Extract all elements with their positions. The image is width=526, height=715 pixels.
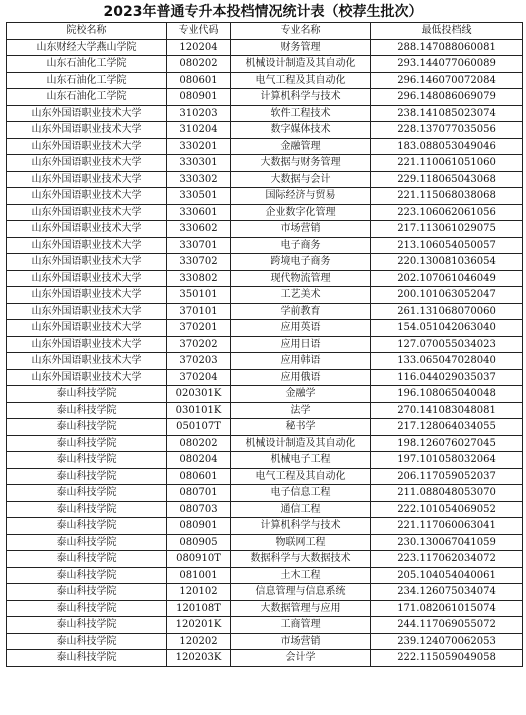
major-code-cell: 080905 bbox=[167, 534, 231, 551]
min-score-cell: 200.101063052047 bbox=[371, 287, 523, 304]
min-score-cell: 238.141085023074 bbox=[371, 105, 523, 122]
school-name-cell: 山东外国语职业技术大学 bbox=[7, 254, 167, 271]
school-name-cell: 山东外国语职业技术大学 bbox=[7, 237, 167, 254]
table-row bbox=[7, 650, 523, 667]
major-name-cell: 工艺美术 bbox=[231, 287, 371, 304]
major-name-cell: 物联网工程 bbox=[231, 534, 371, 551]
major-code-cell: 370101 bbox=[167, 303, 231, 320]
major-name-cell: 软件工程技术 bbox=[231, 105, 371, 122]
major-name-cell: 大数据管理与应用 bbox=[231, 600, 371, 617]
min-score-cell: 220.130081036054 bbox=[371, 254, 523, 271]
major-name-cell: 通信工程 bbox=[231, 501, 371, 518]
school-name-cell: 山东外国语职业技术大学 bbox=[7, 303, 167, 320]
min-score-cell: 205.104054040061 bbox=[371, 567, 523, 584]
admission-table bbox=[6, 22, 523, 667]
major-code-cell: 370204 bbox=[167, 369, 231, 386]
school-name-cell: 泰山科技学院 bbox=[7, 534, 167, 551]
school-name-cell: 山东外国语职业技术大学 bbox=[7, 369, 167, 386]
major-code-cell: 080601 bbox=[167, 468, 231, 485]
major-code-cell: 310203 bbox=[167, 105, 231, 122]
major-code-cell: 080703 bbox=[167, 501, 231, 518]
school-name-cell: 泰山科技学院 bbox=[7, 452, 167, 469]
major-code-cell: 081001 bbox=[167, 567, 231, 584]
header-major-code: 专业代码 bbox=[167, 23, 231, 40]
min-score-cell: 296.148086069079 bbox=[371, 89, 523, 106]
school-name-cell: 山东石油化工学院 bbox=[7, 56, 167, 73]
min-score-cell: 133.065047028040 bbox=[371, 353, 523, 370]
header-min-score: 最低投档线 bbox=[371, 23, 523, 40]
major-name-cell: 跨境电子商务 bbox=[231, 254, 371, 271]
school-name-cell: 山东外国语职业技术大学 bbox=[7, 171, 167, 188]
major-name-cell: 电气工程及其自动化 bbox=[231, 72, 371, 89]
table-row bbox=[7, 485, 523, 502]
school-name-cell: 山东外国语职业技术大学 bbox=[7, 336, 167, 353]
major-name-cell: 电气工程及其自动化 bbox=[231, 468, 371, 485]
table-row bbox=[7, 221, 523, 238]
major-code-cell: 120201K bbox=[167, 617, 231, 634]
major-name-cell: 财务管理 bbox=[231, 39, 371, 56]
min-score-cell: 116.044029035037 bbox=[371, 369, 523, 386]
school-name-cell: 泰山科技学院 bbox=[7, 617, 167, 634]
major-name-cell: 机械设计制造及其自动化 bbox=[231, 435, 371, 452]
major-code-cell: 370202 bbox=[167, 336, 231, 353]
table-row bbox=[7, 584, 523, 601]
min-score-cell: 228.137077035056 bbox=[371, 122, 523, 139]
min-score-cell: 223.106062061056 bbox=[371, 204, 523, 221]
table-row bbox=[7, 435, 523, 452]
min-score-cell: 127.070055034023 bbox=[371, 336, 523, 353]
table-row bbox=[7, 89, 523, 106]
major-code-cell: 330302 bbox=[167, 171, 231, 188]
table-row bbox=[7, 369, 523, 386]
school-name-cell: 泰山科技学院 bbox=[7, 419, 167, 436]
school-name-cell: 山东外国语职业技术大学 bbox=[7, 320, 167, 337]
major-code-cell: 120108T bbox=[167, 600, 231, 617]
major-code-cell: 080901 bbox=[167, 518, 231, 535]
min-score-cell: 223.117062034072 bbox=[371, 551, 523, 568]
major-code-cell: 120203K bbox=[167, 650, 231, 667]
table-row bbox=[7, 254, 523, 271]
major-name-cell: 应用英语 bbox=[231, 320, 371, 337]
table-row bbox=[7, 518, 523, 535]
min-score-cell: 197.101058032064 bbox=[371, 452, 523, 469]
major-code-cell: 120202 bbox=[167, 633, 231, 650]
min-score-cell: 222.101054069052 bbox=[371, 501, 523, 518]
major-name-cell: 信息管理与信息系统 bbox=[231, 584, 371, 601]
min-score-cell: 239.124070062053 bbox=[371, 633, 523, 650]
major-name-cell: 土木工程 bbox=[231, 567, 371, 584]
table-row bbox=[7, 56, 523, 73]
min-score-cell: 206.117059052037 bbox=[371, 468, 523, 485]
table-row bbox=[7, 320, 523, 337]
school-name-cell: 山东外国语职业技术大学 bbox=[7, 287, 167, 304]
table-row bbox=[7, 353, 523, 370]
major-code-cell: 330602 bbox=[167, 221, 231, 238]
school-name-cell: 山东石油化工学院 bbox=[7, 72, 167, 89]
major-code-cell: 080601 bbox=[167, 72, 231, 89]
major-name-cell: 大数据与会计 bbox=[231, 171, 371, 188]
table-body bbox=[7, 39, 523, 666]
school-name-cell: 山东外国语职业技术大学 bbox=[7, 105, 167, 122]
major-code-cell: 080701 bbox=[167, 485, 231, 502]
major-code-cell: 080204 bbox=[167, 452, 231, 469]
table-row bbox=[7, 567, 523, 584]
min-score-cell: 221.110061051060 bbox=[371, 155, 523, 172]
major-name-cell: 金融学 bbox=[231, 386, 371, 403]
school-name-cell: 山东外国语职业技术大学 bbox=[7, 270, 167, 287]
major-code-cell: 120204 bbox=[167, 39, 231, 56]
table-row bbox=[7, 551, 523, 568]
school-name-cell: 山东外国语职业技术大学 bbox=[7, 122, 167, 139]
major-name-cell: 学前教育 bbox=[231, 303, 371, 320]
school-name-cell: 山东外国语职业技术大学 bbox=[7, 353, 167, 370]
major-name-cell: 法学 bbox=[231, 402, 371, 419]
table-row bbox=[7, 155, 523, 172]
major-code-cell: 330301 bbox=[167, 155, 231, 172]
header-school-name: 院校名称 bbox=[7, 23, 167, 40]
major-name-cell: 应用日语 bbox=[231, 336, 371, 353]
min-score-cell: 221.115068038068 bbox=[371, 188, 523, 205]
major-name-cell: 现代物流管理 bbox=[231, 270, 371, 287]
school-name-cell: 山东外国语职业技术大学 bbox=[7, 221, 167, 238]
table-row bbox=[7, 122, 523, 139]
school-name-cell: 山东外国语职业技术大学 bbox=[7, 204, 167, 221]
major-code-cell: 030101K bbox=[167, 402, 231, 419]
table-row bbox=[7, 386, 523, 403]
min-score-cell: 198.126076027045 bbox=[371, 435, 523, 452]
table-row bbox=[7, 204, 523, 221]
major-code-cell: 330601 bbox=[167, 204, 231, 221]
major-code-cell: 370203 bbox=[167, 353, 231, 370]
school-name-cell: 泰山科技学院 bbox=[7, 435, 167, 452]
school-name-cell: 泰山科技学院 bbox=[7, 633, 167, 650]
major-code-cell: 120102 bbox=[167, 584, 231, 601]
min-score-cell: 234.126075034074 bbox=[371, 584, 523, 601]
major-name-cell: 企业数字化管理 bbox=[231, 204, 371, 221]
table-row bbox=[7, 402, 523, 419]
school-name-cell: 泰山科技学院 bbox=[7, 402, 167, 419]
major-code-cell: 350101 bbox=[167, 287, 231, 304]
table-row bbox=[7, 534, 523, 551]
major-name-cell: 数据科学与大数据技术 bbox=[231, 551, 371, 568]
school-name-cell: 泰山科技学院 bbox=[7, 501, 167, 518]
school-name-cell: 泰山科技学院 bbox=[7, 600, 167, 617]
min-score-cell: 217.113061029075 bbox=[371, 221, 523, 238]
major-code-cell: 080202 bbox=[167, 56, 231, 73]
school-name-cell: 山东石油化工学院 bbox=[7, 89, 167, 106]
table-row bbox=[7, 171, 523, 188]
table-row bbox=[7, 452, 523, 469]
table-row bbox=[7, 633, 523, 650]
school-name-cell: 山东财经大学燕山学院 bbox=[7, 39, 167, 56]
major-code-cell: 330501 bbox=[167, 188, 231, 205]
min-score-cell: 261.131068070060 bbox=[371, 303, 523, 320]
min-score-cell: 196.108065040048 bbox=[371, 386, 523, 403]
table-row bbox=[7, 617, 523, 634]
min-score-cell: 230.130067041059 bbox=[371, 534, 523, 551]
major-name-cell: 电子商务 bbox=[231, 237, 371, 254]
major-name-cell: 机械设计制造及其自动化 bbox=[231, 56, 371, 73]
major-code-cell: 330702 bbox=[167, 254, 231, 271]
min-score-cell: 183.088053049046 bbox=[371, 138, 523, 155]
table-row bbox=[7, 188, 523, 205]
major-code-cell: 020301K bbox=[167, 386, 231, 403]
min-score-cell: 154.051042063040 bbox=[371, 320, 523, 337]
major-name-cell: 国际经济与贸易 bbox=[231, 188, 371, 205]
major-code-cell: 310204 bbox=[167, 122, 231, 139]
min-score-cell: 229.118065043068 bbox=[371, 171, 523, 188]
min-score-cell: 288.147088060081 bbox=[371, 39, 523, 56]
min-score-cell: 213.106054050057 bbox=[371, 237, 523, 254]
major-name-cell: 市场营销 bbox=[231, 633, 371, 650]
table-row bbox=[7, 237, 523, 254]
major-name-cell: 计算机科学与技术 bbox=[231, 518, 371, 535]
major-code-cell: 330701 bbox=[167, 237, 231, 254]
min-score-cell: 222.115059049058 bbox=[371, 650, 523, 667]
school-name-cell: 泰山科技学院 bbox=[7, 567, 167, 584]
major-code-cell: 330201 bbox=[167, 138, 231, 155]
major-code-cell: 370201 bbox=[167, 320, 231, 337]
table-row bbox=[7, 600, 523, 617]
major-name-cell: 秘书学 bbox=[231, 419, 371, 436]
min-score-cell: 211.088048053070 bbox=[371, 485, 523, 502]
major-code-cell: 080910T bbox=[167, 551, 231, 568]
major-code-cell: 080202 bbox=[167, 435, 231, 452]
school-name-cell: 泰山科技学院 bbox=[7, 518, 167, 535]
major-code-cell: 080901 bbox=[167, 89, 231, 106]
major-name-cell: 电子信息工程 bbox=[231, 485, 371, 502]
header-major-name: 专业名称 bbox=[231, 23, 371, 40]
header-row bbox=[7, 23, 523, 40]
major-code-cell: 330802 bbox=[167, 270, 231, 287]
min-score-cell: 202.107061046049 bbox=[371, 270, 523, 287]
table-row bbox=[7, 138, 523, 155]
min-score-cell: 217.128064034055 bbox=[371, 419, 523, 436]
major-name-cell: 数字媒体技术 bbox=[231, 122, 371, 139]
major-name-cell: 会计学 bbox=[231, 650, 371, 667]
school-name-cell: 山东外国语职业技术大学 bbox=[7, 188, 167, 205]
table-title: 2023年普通专升本投档情况统计表（校荐生批次） bbox=[103, 4, 423, 20]
major-name-cell: 大数据与财务管理 bbox=[231, 155, 371, 172]
school-name-cell: 泰山科技学院 bbox=[7, 650, 167, 667]
school-name-cell: 泰山科技学院 bbox=[7, 386, 167, 403]
school-name-cell: 泰山科技学院 bbox=[7, 584, 167, 601]
table-row bbox=[7, 468, 523, 485]
major-name-cell: 应用俄语 bbox=[231, 369, 371, 386]
school-name-cell: 山东外国语职业技术大学 bbox=[7, 155, 167, 172]
major-code-cell: 050107T bbox=[167, 419, 231, 436]
table-row bbox=[7, 39, 523, 56]
table-row bbox=[7, 287, 523, 304]
min-score-cell: 221.117060063041 bbox=[371, 518, 523, 535]
table-row bbox=[7, 419, 523, 436]
table-row bbox=[7, 336, 523, 353]
table-row bbox=[7, 72, 523, 89]
min-score-cell: 270.141083048081 bbox=[371, 402, 523, 419]
table-row bbox=[7, 270, 523, 287]
major-name-cell: 应用韩语 bbox=[231, 353, 371, 370]
school-name-cell: 泰山科技学院 bbox=[7, 468, 167, 485]
table-row bbox=[7, 303, 523, 320]
min-score-cell: 171.082061015074 bbox=[371, 600, 523, 617]
major-name-cell: 工商管理 bbox=[231, 617, 371, 634]
table-row bbox=[7, 501, 523, 518]
min-score-cell: 293.144077060089 bbox=[371, 56, 523, 73]
table-row bbox=[7, 105, 523, 122]
major-name-cell: 机械电子工程 bbox=[231, 452, 371, 469]
major-name-cell: 计算机科学与技术 bbox=[231, 89, 371, 106]
major-name-cell: 金融管理 bbox=[231, 138, 371, 155]
school-name-cell: 泰山科技学院 bbox=[7, 485, 167, 502]
min-score-cell: 244.117069055072 bbox=[371, 617, 523, 634]
school-name-cell: 泰山科技学院 bbox=[7, 551, 167, 568]
major-name-cell: 市场营销 bbox=[231, 221, 371, 238]
min-score-cell: 296.146070072084 bbox=[371, 72, 523, 89]
school-name-cell: 山东外国语职业技术大学 bbox=[7, 138, 167, 155]
